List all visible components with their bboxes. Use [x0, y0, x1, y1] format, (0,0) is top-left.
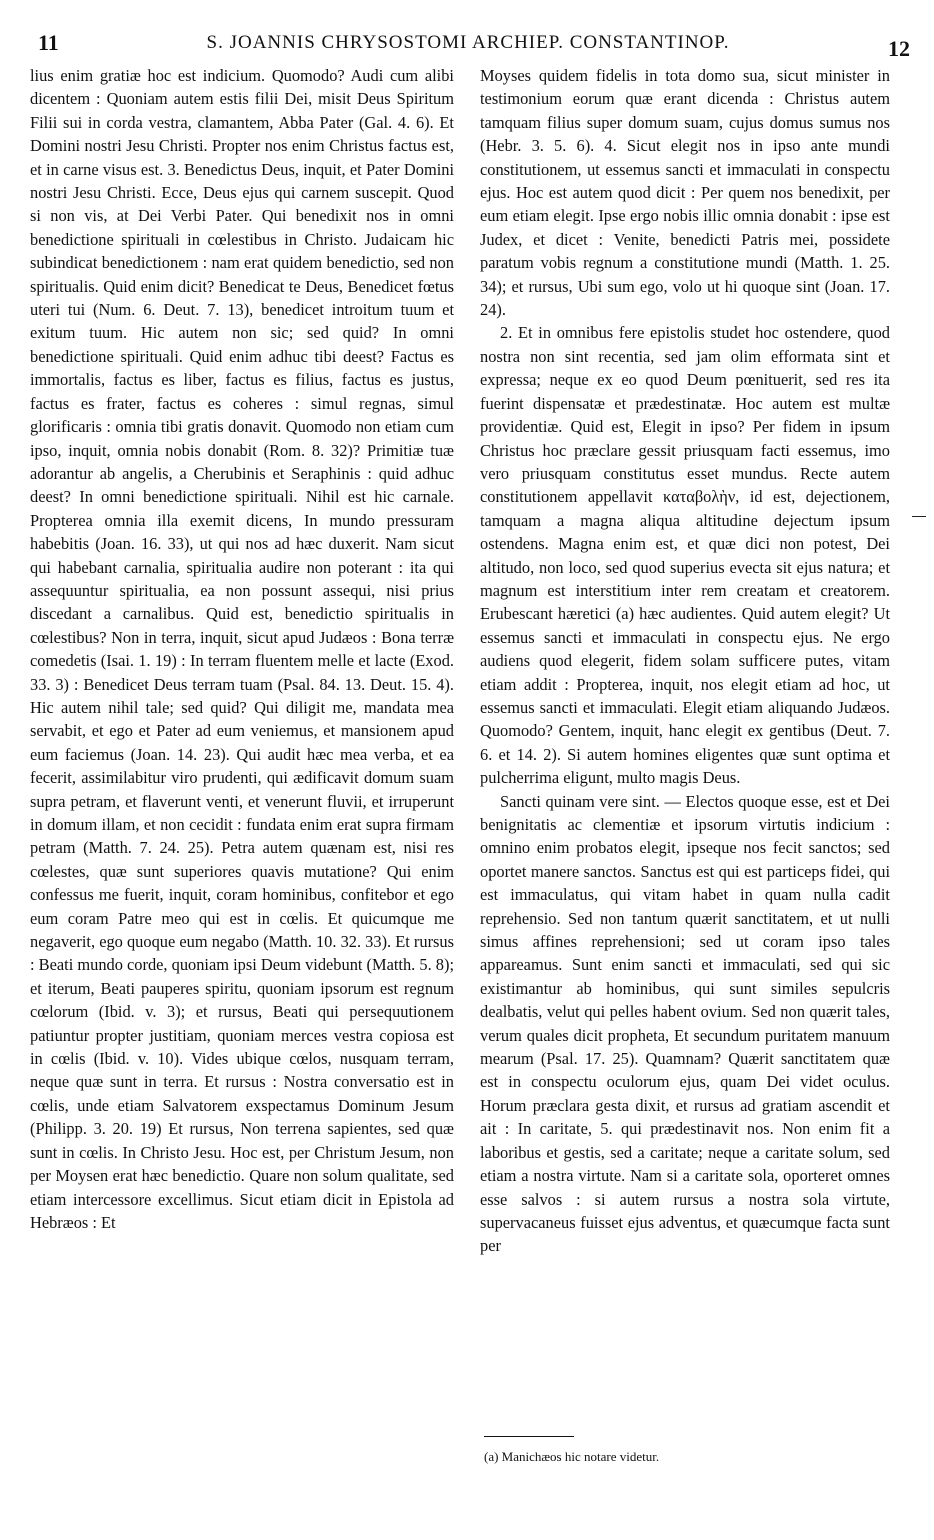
page-header	[26, 30, 910, 60]
right-paragraph-1: Moyses quidem fidelis in tota domo sua, sicut minister in testimonium eorum quæ erant dicenda : Christus autem tamquam filius super domum suam, cujus domus sumus nos (Hebr. 3. 5. 6). 4. Sicut elegit nos in ipso ante mundi constitutionem, ut essemus sancti et immaculati in conspectu ejus. Hoc est autem quod dicit : Per quem nos benedixit, per eum etiam elegit. Ipse ergo nobis illic omnia donabit : ipse est Judex, et dicet : Venite, benedicti Patris mei, possidete paratum vobis regnum a constitutione mundi (Matth. 1. 25. 34); et rursus, Ubi sum ego, volo ut hi quoque sint (Joan. 17. 24).	[480, 66, 890, 320]
margin-mark	[912, 516, 926, 517]
footnote-rule	[484, 1436, 574, 1437]
right-paragraph-3: Sancti quinam vere sint. — Electos quoque esse, est et Dei benignitatis ac clementiæ et ipsorum virtutis indicium : omnino enim probatos elegit, ipseque nos fecit sanctos; sed oportet manere sanctos. Sanctus est qui est particeps fidei, qui est immaculatus, qui vitam habet in quam nulla cadit reprehensio. Sed non tantum quærit sanctitatem, et ut nulli simus affines reprehensioni; sed ut coram ipso tales appareamus. Sunt enim sancti et immaculati, sed qui sic existimantur ab hominibus, qui sunt similes sepulcris dealbatis, velut qui pelles habent ovium. Sed non quærit tales, verum quales dicit propheta, Et secundum puritatem manuum mearum (Psal. 17. 25). Quamnam? Quærit sanctitatem quæ est in conspectu oculorum ejus, quam Dei videt oculus. Horum præclara gesta dixit, et rursus ad gratiam ascendit et ait : In caritate, 5. qui prædestinavit nos. Non enim fit a laboribus et gestis, sed a caritate; neque a caritate solum, sed etiam a nostra virtute. Nam si a caritate sola, oporteret omnes esse salvos : si autem rursus a nostra sola virtute, supervacaneus fuisset ejus adventus, et quæcumque facta sunt per	[480, 791, 890, 1256]
left-column	[30, 64, 454, 1234]
left-page-number: 11	[38, 30, 59, 55]
right-column	[480, 64, 890, 1258]
left-paragraph-1: lius enim gratiæ hoc est indicium. Quomodo? Audi cum alibi dicentem : Quoniam autem estis filii Dei, misit Deus Spiritum Filii sui in corda vestra, clamantem, Abba Pater (Gal. 4. 6). Et Domini nostri Jesu Christi. Propter nos enim Christus factus est, et in carne visus est. 3. Benedictus Deus, inquit, et Pater Domini nostri Jesu Christi. Ecce, Deus ejus qui carnem suscepit. Quod si non vis, at Dei Verbi Pater. Qui benedixit nos in omni benedictione spirituali in cœlestibus in Christo. Judaicam hic subindicat benedictionem : nam erat quidem benedictio, sed non spiritualis. Quid enim dicit? Benedicat te Deus, Benedicet fœtus uteri tui (Num. 6. Deut. 7. 13), benedicet introitum tuum et exitum tuum. Hic autem non sic; sed quid? In omni benedictione spirituali. Quid enim adhuc tibi deest? Factus es immortalis, factus es liber, factus es filius, factus es justus, factus es frater, factus es coheres : simul regnas, simul glorificaris : omnia tibi gratis donavit. Quomodo non etiam cum ipso, inquit, omnia nobis donabit (Rom. 8. 32)? Primitiæ tuæ adorantur ab angelis, a Cherubinis et Seraphinis : quid adhuc deest? In omni benedictione spirituali. Nihil est hic carnale. Propterea omnia illa exemit dicens, In mundo pressuram habebitis (Joan. 16. 33), ut qui nos ad hæc duxerit. Nam sicut qui habebant carnalia, spiritualia audire non poterant : ita qui assequuntur spiritualia, ea non possunt assequi, nisi prius discedant a carnalibus. Quid est, benedictio spiritualis in cœlestibus? Non in terra, inquit, sicut apud Judæos : Bona terræ comedetis (Isai. 1. 19) : In terram fluentem melle et lacte (Exod. 33. 3) : Benedicet Deus terram tuam (Psal. 84. 13. Deut. 15. 4). Hic autem nihil tale; sed quid? Qui diligit me, mandata mea servabit, et ego et Pater ad eum veniemus, et mansionem apud eum faciemus (Joan. 14. 23). Qui audit hæc mea verba, et ea fecerit, assimilabitur viro prudenti, qui ædificavit domum suam supra petram, et flaverunt venti, et venerunt fluvii, et irruperunt in domum illam, et non cecidit : fundata enim erat supra firmam petram (Matth. 7. 24. 25). Petra autem quænam est, nisi res cœlestes, quæ sunt superiores quavis mutatione? Qui enim confessus me fuerit, inquit, coram hominibus, confitebor et ego eum coram Patre meo qui est in cœlis. Et quicumque me negaverit, ego quoque eum negabo (Matth. 10. 32. 33). Et rursus : Beati mundo corde, quoniam ipsi Deum videbunt (Matth. 5. 8); et iterum, Beati pauperes spiritu, quoniam ipsorum est regnum cœlorum (Ibid. v. 3); et rursus, Beati qui persequutionem patiuntur propter justitiam, quoniam merces vestra copiosa est in cœlis (Ibid. v. 10). Vides ubique cœlos, nusquam terram, neque quæ sunt in terra. Et rursus : Nostra conversatio est in cœlis, unde etiam Salvatorem exspectamus Dominum Jesum (Philipp. 3. 20. 19) Et rursus, Non terrena sapientes, sed quæ sunt in cœlis. In Christo Jesu. Hoc est, per Christum Jesum, non per Moysen erat hæc benedictio. Quare non solum qualitate, sed etiam intercessore excellimus. Sicut etiam dicit in Epistola ad Hebræos : Et	[30, 66, 454, 1232]
running-title: S. JOANNIS CHRYSOSTOMI ARCHIEP. CONSTANTINOP.	[206, 32, 730, 53]
footnote: (a) Manichæos hic notare videtur.	[484, 1449, 660, 1464]
right-page-number: 12	[888, 36, 910, 61]
right-paragraph-2: 2. Et in omnibus fere epistolis studet hoc ostendere, quod nostra non sint recentia, sed jam olim efformata sint et expressa; neque ex eo quod Deum pœnituerit, sed res ita fuerint dispensatæ et prædestinatæ. Hoc autem est multæ providentiæ. Quid est, Elegit in ipso? Per fidem in ipsum Christus hoc præclare gessit priusquam facti essemus, imo vero priusquam constitutus esset mundus. Recte autem constitutionem appellavit καταβολὴν, id est, dejectionem, tamquam a magna aliqua altitudine dejectum ipsum ostendens. Magna enim est, et quæ dici non potest, Dei altitudo, non loco, sed quod superius evecta sit ejus natura; et magnum est interstitium inter rem creatam et creatorem. Erubescant hæretici (a) hæc audientes. Quid autem elegit? Ut essemus sancti et immaculati in conspectu ejus. Ne ergo audiens quod elegerit, fidem solam sufficere putes, vitam etiam addit : Propterea, inquit, nos elegit etiam ad hoc, ut essemus sancti et immaculati. Elegit etiam aliquando Judæos. Quomodo? Gentem, inquit, hanc elegit ex gentibus (Deut. 7. 6. et 14. 2). Si autem homines eligentes quæ sunt optima et pulcherrima eligunt, multo magis Deus.	[480, 323, 890, 788]
